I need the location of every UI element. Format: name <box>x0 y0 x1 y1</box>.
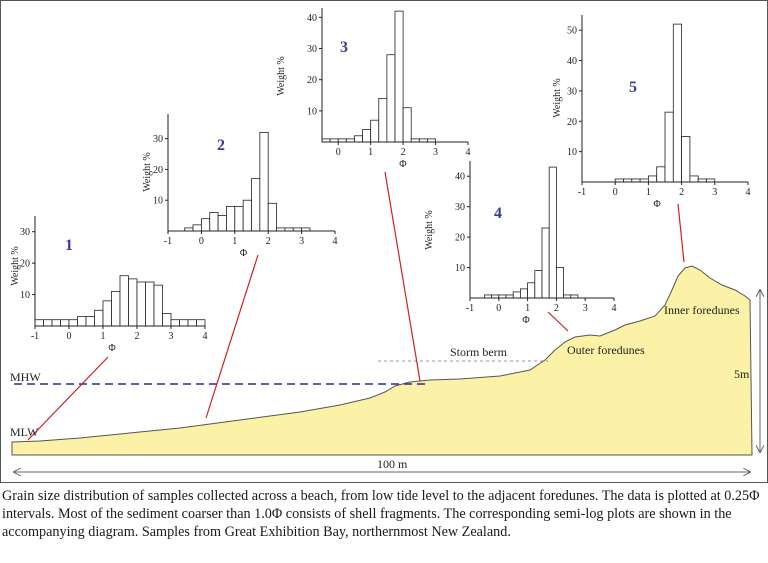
height-label: 5m <box>734 367 750 381</box>
x-tick-label: -1 <box>163 236 173 247</box>
histogram-bar <box>103 301 112 326</box>
histogram-bar <box>513 292 520 298</box>
histogram-bar <box>379 98 387 142</box>
y-tick-label: 40 <box>307 12 317 24</box>
histogram-bar <box>193 225 201 231</box>
histogram-bar <box>95 310 104 326</box>
y-tick-label: 40 <box>567 56 577 68</box>
sample-number: 2 <box>217 137 225 154</box>
histogram-bar <box>549 167 556 298</box>
histogram-bar <box>648 176 656 182</box>
histogram-bar <box>371 120 379 142</box>
sample-number: 4 <box>494 205 502 222</box>
histogram-bar <box>61 320 70 326</box>
inner-foredunes-label: Inner foredunes <box>664 303 740 317</box>
histogram-bar <box>657 167 665 182</box>
y-tick-label: 10 <box>455 263 465 275</box>
histogram-bar <box>260 132 268 231</box>
histogram-bar <box>120 276 129 326</box>
histogram-bar <box>252 179 260 231</box>
histogram-bar <box>201 219 209 231</box>
sample-number: 3 <box>340 39 348 56</box>
histogram-bar <box>218 216 226 231</box>
x-tick-label: 3 <box>582 303 588 314</box>
storm-berm-label: Storm berm <box>450 345 507 359</box>
x-tick-label: 0 <box>66 331 72 342</box>
x-tick-label: 1 <box>525 303 531 314</box>
x-tick-label: 3 <box>433 147 439 158</box>
x-tick-label: -1 <box>30 331 40 342</box>
x-tick-label: 1 <box>368 147 374 158</box>
y-tick-label: 20 <box>567 116 577 128</box>
histogram-bar <box>129 279 138 326</box>
histogram-bar <box>235 206 243 231</box>
leader-line-5 <box>678 204 684 262</box>
histogram-bar <box>35 320 44 326</box>
y-axis-label: Weight % <box>552 78 563 118</box>
x-tick-label: 2 <box>553 303 559 314</box>
x-axis-label: Φ <box>653 199 661 210</box>
histogram-bar <box>52 320 61 326</box>
histogram-bar <box>197 320 206 326</box>
x-axis-label: Φ <box>239 248 248 259</box>
histogram-bar <box>682 136 690 182</box>
histogram-bar <box>137 282 146 326</box>
figure-caption: Grain size distribution of samples collected across a beach, from low tide level to the adjacent foredunes. The data is plotted at 0.25Φ intervals. Most of the sediment coarser than 1.0Φ consists of shell fragments. The corresponding semi-log plots are shown in the accompanying diagram. Samples from Great Exhibition Bay, northernmost New Zealand. <box>2 488 760 540</box>
outer-foredunes-label: Outer foredunes <box>567 343 645 357</box>
x-tick-label: 3 <box>712 187 718 198</box>
x-tick-label: 4 <box>745 187 751 198</box>
x-tick-label: 4 <box>202 331 208 342</box>
x-tick-label: -1 <box>465 303 475 314</box>
x-axis-label: Φ <box>108 343 116 354</box>
x-tick-label: 1 <box>100 331 106 342</box>
sample-number: 1 <box>65 237 73 254</box>
leader-line-4 <box>548 312 568 331</box>
histogram-bar <box>403 108 411 142</box>
x-tick-label: 2 <box>679 187 685 198</box>
histogram-bar <box>395 11 403 142</box>
x-tick-label: 3 <box>168 331 174 342</box>
histogram-bar <box>243 200 251 231</box>
histogram-bar <box>528 283 535 298</box>
histogram-bar <box>78 317 87 326</box>
y-tick-label: 30 <box>307 44 317 56</box>
histogram-bar <box>535 271 542 298</box>
histogram-bar <box>520 289 527 298</box>
x-tick-label: 2 <box>400 147 406 158</box>
histogram-bar <box>226 206 234 231</box>
x-axis-label: Φ <box>399 159 407 170</box>
leader-line-2 <box>206 255 258 418</box>
histogram-bar <box>112 291 121 326</box>
y-tick-label: 40 <box>455 171 465 183</box>
histogram-bar <box>171 320 180 326</box>
distance-label: 100 m <box>377 457 408 471</box>
x-tick-label: 0 <box>198 236 204 247</box>
x-tick-label: 1 <box>232 236 238 247</box>
y-axis-label: Weight % <box>424 210 435 250</box>
x-tick-label: -1 <box>577 187 587 198</box>
y-tick-label: 10 <box>307 106 317 118</box>
sample-number: 5 <box>629 79 637 96</box>
y-tick-label: 30 <box>567 86 577 98</box>
x-axis-label: Φ <box>522 315 530 326</box>
y-tick-label: 30 <box>153 134 163 146</box>
y-axis-label: Weight % <box>276 56 287 96</box>
histogram-bar <box>665 112 673 182</box>
y-tick-label: 50 <box>567 25 577 37</box>
histogram-sample-2 <box>142 114 338 259</box>
histogram-bar <box>163 313 172 326</box>
x-tick-label: 4 <box>611 303 617 314</box>
x-tick-label: 0 <box>496 303 502 314</box>
y-tick-label: 10 <box>20 290 30 302</box>
histogram-bar <box>44 320 53 326</box>
x-tick-label: 0 <box>335 147 341 158</box>
y-tick-label: 10 <box>153 195 163 207</box>
mhw-label: MHW <box>10 370 41 384</box>
histogram-bar <box>542 228 549 298</box>
y-tick-label: 20 <box>307 75 317 87</box>
y-tick-label: 30 <box>20 227 30 239</box>
histogram-bar <box>387 55 395 142</box>
y-tick-label: 30 <box>455 202 465 214</box>
histogram-sample-3 <box>276 8 471 170</box>
mlw-label: MLW <box>10 425 39 439</box>
y-axis-label: Weight % <box>10 246 21 286</box>
y-tick-label: 20 <box>455 232 465 244</box>
histogram-bar <box>268 203 276 231</box>
histogram-bar <box>673 24 681 182</box>
histogram-bar <box>354 136 362 142</box>
histogram-bar <box>154 285 163 326</box>
leader-line-3 <box>385 172 420 381</box>
histogram-bar <box>690 176 698 182</box>
histogram-bar <box>180 320 189 326</box>
histogram-sample-5 <box>552 15 751 210</box>
x-tick-label: 1 <box>645 187 651 198</box>
histogram-bar <box>210 213 218 231</box>
y-tick-label: 20 <box>153 164 163 176</box>
histogram-sample-1 <box>10 216 208 354</box>
x-tick-label: 3 <box>299 236 305 247</box>
x-tick-label: 0 <box>612 187 618 198</box>
x-tick-label: 4 <box>465 147 471 158</box>
histogram-bar <box>146 282 155 326</box>
histogram-bar <box>86 317 95 326</box>
y-tick-label: 10 <box>567 147 577 159</box>
y-tick-label: 20 <box>20 258 30 270</box>
y-axis-label: Weight % <box>142 152 153 192</box>
histogram-bar <box>69 320 78 326</box>
histogram-bar <box>363 130 371 142</box>
x-tick-label: 4 <box>332 236 338 247</box>
histogram-sample-4 <box>424 161 617 326</box>
histogram-bar <box>188 320 197 326</box>
x-tick-label: 2 <box>265 236 271 247</box>
histogram-bar <box>556 268 563 298</box>
x-tick-label: 2 <box>134 331 140 342</box>
